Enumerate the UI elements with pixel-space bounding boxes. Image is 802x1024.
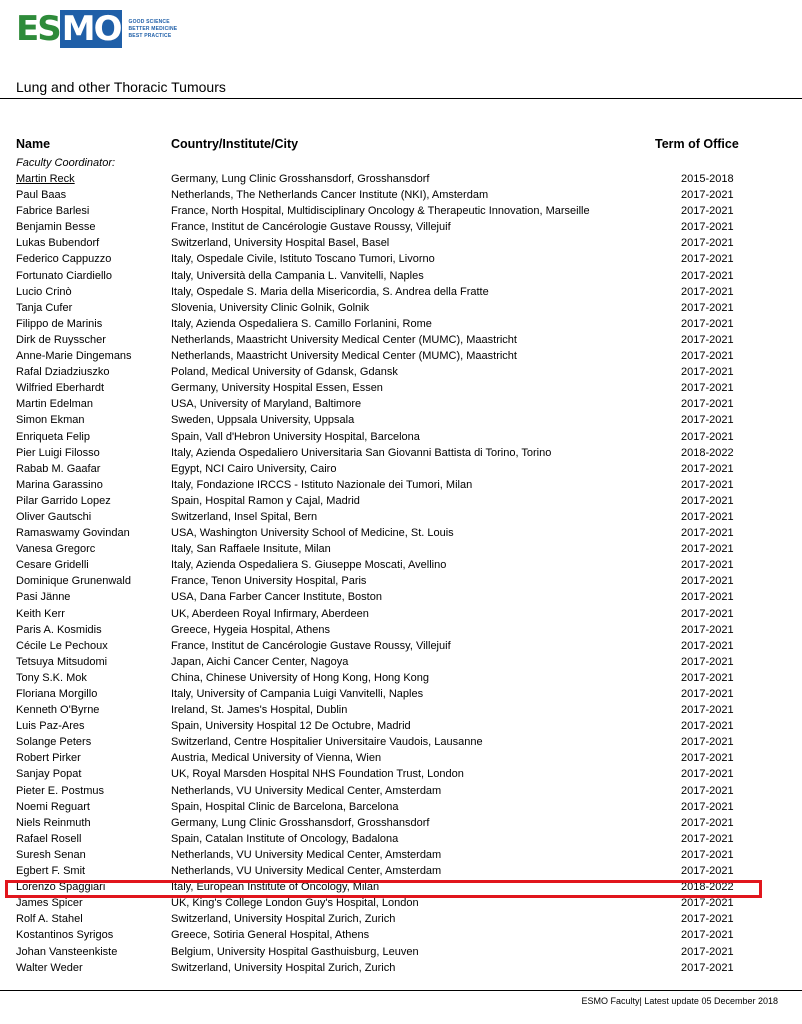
member-country-institute: Germany, Lung Clinic Grosshansdorf, Grosshansdorf [171, 173, 430, 185]
member-name: Tanja Cufer [16, 301, 73, 314]
table-row [0, 831, 802, 847]
table-row [0, 235, 802, 251]
table-row [0, 799, 802, 815]
member-country-institute: Austria, Medical University of Vienna, Wien [171, 752, 382, 765]
member-name: Tony S.K. Mok [16, 671, 87, 684]
table-row [0, 284, 802, 300]
member-name: Walter Weder [16, 961, 83, 974]
member-term: 2017-2021 [681, 237, 734, 250]
table-row [0, 300, 802, 316]
member-term: 2017-2021 [681, 768, 734, 781]
member-name: Lorenzo Spaggiari [16, 881, 106, 894]
faculty-coordinator-label: Faculty Coordinator: [16, 157, 116, 169]
table-row [0, 670, 802, 686]
member-name: Dominique Grunenwald [16, 575, 131, 588]
member-country-institute: Slovenia, University Clinic Golnik, Golnik [171, 301, 370, 314]
member-name: Anne-Marie Dingemans [16, 350, 132, 363]
member-term: 2017-2021 [681, 527, 734, 540]
table-row [0, 509, 802, 525]
member-name: Noemi Reguart [16, 800, 90, 813]
member-name: Paris A. Kosmidis [16, 623, 102, 636]
member-term: 2017-2021 [681, 285, 734, 298]
member-country-institute: Netherlands, Maastricht University Medical Center (MUMC), Maastricht [171, 350, 517, 363]
member-term: 2017-2021 [681, 800, 734, 813]
table-row [0, 396, 802, 412]
tagline-line-3: BEST PRACTICE [128, 32, 172, 39]
member-term: 2017-2021 [681, 398, 734, 411]
member-country-institute: Spain, University Hospital 12 De Octubre, Madrid [171, 720, 411, 733]
member-name: Kostantinos Syrigos [16, 929, 114, 942]
member-name: Pieter E. Postmus [16, 784, 105, 797]
table-row [0, 219, 802, 235]
table-row [0, 573, 802, 589]
member-country-institute: Switzerland, University Hospital Zurich, Zurich [171, 913, 396, 926]
table-row [0, 445, 802, 461]
member-term: 2017-2021 [681, 301, 734, 314]
member-country-institute: Italy, Ospedale Civile, Istituto Toscano Tumori, Livorno [171, 253, 435, 266]
member-name: Paul Baas [16, 189, 67, 202]
member-name: Vanesa Gregorc [16, 543, 96, 556]
member-name: Ramaswamy Govindan [16, 527, 130, 540]
member-country-institute: Greece, Sotiria General Hospital, Athens [171, 929, 370, 942]
member-country-institute: USA, Dana Farber Cancer Institute, Boston [171, 591, 382, 604]
table-row [0, 525, 802, 541]
member-country-institute: Netherlands, Maastricht University Medical Center (MUMC), Maastricht [171, 333, 517, 346]
member-name: Rolf A. Stahel [16, 913, 83, 926]
member-term: 2017-2021 [681, 897, 734, 910]
table-row [0, 927, 802, 943]
table-row [0, 638, 802, 654]
member-country-institute: Switzerland, Centre Hospitalier Universitaire Vaudois, Lausanne [171, 736, 483, 749]
table-row [0, 203, 802, 219]
member-country-institute: USA, Washington University School of Medicine, St. Louis [171, 527, 454, 540]
member-name: Kenneth O'Byrne [16, 704, 100, 717]
member-country-institute: France, Institut de Cancérologie Gustave Roussy, Villejuif [171, 221, 451, 234]
member-name: Rafael Rosell [16, 832, 82, 845]
member-country-institute: Netherlands, VU University Medical Center, Amsterdam [171, 848, 442, 861]
coordinator-name-link[interactable]: Martin Reck [16, 173, 75, 185]
faculty-table [0, 171, 802, 976]
table-row [0, 380, 802, 396]
member-country-institute: Italy, Ospedale S. Maria della Misericordia, S. Andrea della Fratte [171, 285, 489, 298]
logo-letter-s: S [37, 9, 60, 49]
member-country-institute: France, North Hospital, Multidisciplinary Oncology & Therapeutic Innovation, Marseille [171, 205, 590, 218]
esmo-logo-mark [16, 10, 122, 48]
member-term: 2017-2021 [681, 865, 734, 878]
member-country-institute: France, Institut de Cancérologie Gustave Roussy, Villejuif [171, 639, 451, 652]
member-term: 2017-2021 [681, 816, 734, 829]
member-term: 2017-2021 [681, 189, 734, 202]
member-name: Johan Vansteenkiste [16, 945, 118, 958]
member-term: 2017-2021 [681, 350, 734, 363]
member-name: Benjamin Besse [16, 221, 96, 234]
member-name: Tetsuya Mitsudomi [16, 655, 108, 668]
member-term: 2017-2021 [681, 221, 734, 234]
member-country-institute: Netherlands, VU University Medical Center, Amsterdam [171, 784, 442, 797]
member-country-institute: Poland, Medical University of Gdansk, Gdansk [171, 366, 398, 379]
member-name: Pilar Garrido Lopez [16, 494, 111, 507]
table-row [0, 268, 802, 284]
member-name: Pier Luigi Filosso [16, 446, 100, 459]
member-country-institute: Switzerland, University Hospital Basel, Basel [171, 237, 390, 250]
member-country-institute: Egypt, NCI Cairo University, Cairo [171, 462, 337, 475]
column-header-term: Term of Office [655, 137, 739, 151]
member-country-institute: Italy, Azienda Ospedaliero Universitaria San Giovanni Battista di Torino, Torino [171, 446, 552, 459]
member-term: 2017-2021 [681, 269, 734, 282]
member-term: 2017-2021 [681, 655, 734, 668]
member-country-institute: USA, University of Maryland, Baltimore [171, 398, 362, 411]
table-row [0, 477, 802, 493]
logo-letter-o: O [93, 9, 121, 49]
table-row [0, 557, 802, 573]
table-row [0, 364, 802, 380]
member-name: Dirk de Ruysscher [16, 333, 106, 346]
member-name: Lucio Crinò [16, 285, 72, 298]
member-name: Marina Garassino [16, 478, 103, 491]
column-header-country: Country/Institute/City [171, 137, 299, 151]
table-row [0, 316, 802, 332]
member-country-institute: Switzerland, University Hospital Zurich, Zurich [171, 961, 396, 974]
table-row [0, 766, 802, 782]
member-term: 2017-2021 [681, 591, 734, 604]
member-term: 2017-2021 [681, 575, 734, 588]
member-country-institute: Ireland, St. James's Hospital, Dublin [171, 704, 348, 717]
member-term: 2017-2021 [681, 333, 734, 346]
member-term: 2017-2021 [681, 543, 734, 556]
table-row [0, 332, 802, 348]
member-country-institute: Belgium, University Hospital Gasthuisburg, Leuven [171, 945, 419, 958]
member-country-institute: Spain, Catalan Institute of Oncology, Badalona [171, 832, 399, 845]
member-country-institute: Netherlands, VU University Medical Center, Amsterdam [171, 865, 442, 878]
member-term: 2017-2021 [681, 848, 734, 861]
member-term: 2017-2021 [681, 704, 734, 717]
member-term: 2017-2021 [681, 639, 734, 652]
member-country-institute: Switzerland, Insel Spital, Bern [171, 510, 318, 523]
esmo-logo [16, 10, 177, 48]
member-name: Cécile Le Pechoux [16, 639, 108, 652]
member-name: Pasi Jänne [16, 591, 71, 604]
member-term: 2017-2021 [681, 913, 734, 926]
member-term: 2017-2021 [681, 478, 734, 491]
table-row [0, 461, 802, 477]
member-name: Niels Reinmuth [16, 816, 91, 829]
member-name: Floriana Morgillo [16, 688, 98, 700]
member-country-institute: Sweden, Uppsala University, Uppsala [171, 414, 355, 427]
table-row [0, 541, 802, 557]
table-row [0, 960, 802, 976]
table-row [0, 606, 802, 622]
member-term: 2017-2021 [681, 688, 734, 700]
table-row [0, 493, 802, 509]
member-name: Enriqueta Felip [16, 430, 90, 443]
footer-text: ESMO Faculty| Latest update 05 December 2018 [581, 996, 778, 1006]
table-row [0, 750, 802, 766]
member-term: 2017-2021 [681, 623, 734, 636]
member-term: 2017-2021 [681, 720, 734, 733]
logo-tagline [128, 19, 177, 40]
member-term: 2017-2021 [681, 832, 734, 845]
member-country-institute: UK, Royal Marsden Hospital NHS Foundation Trust, London [171, 768, 464, 781]
member-term: 2017-2021 [681, 494, 734, 507]
member-country-institute: Italy, Università della Campania L. Vanvitelli, Naples [171, 269, 424, 282]
member-name: Martin Edelman [16, 398, 94, 411]
highlight-box [5, 880, 762, 898]
member-country-institute: Italy, San Raffaele Insitute, Milan [171, 543, 331, 556]
member-term: 2017-2021 [681, 462, 734, 475]
member-country-institute: France, Tenon University Hospital, Paris [171, 575, 367, 588]
member-name: Egbert F. Smit [16, 865, 86, 878]
member-term: 2017-2021 [681, 414, 734, 427]
member-name: Fortunato Ciardiello [16, 269, 112, 282]
member-term: 2017-2021 [681, 671, 734, 684]
table-row [0, 847, 802, 863]
member-country-institute: Greece, Hygeia Hospital, Athens [171, 623, 330, 636]
member-name: Solange Peters [16, 736, 92, 749]
member-name: Wilfried Eberhardt [16, 382, 105, 395]
table-row [0, 863, 802, 879]
member-term: 2017-2021 [681, 752, 734, 765]
member-country-institute: Spain, Hospital Clinic de Barcelona, Barcelona [171, 800, 399, 813]
member-country-institute: Italy, European Institute of Oncology, Milan [171, 881, 380, 894]
title-divider [0, 98, 802, 99]
member-country-institute: Germany, Lung Clinic Grosshansdorf, Grosshansdorf [171, 816, 430, 829]
member-term: 2017-2021 [681, 961, 734, 974]
member-country-institute: Italy, Azienda Ospedaliera S. Camillo Forlanini, Rome [171, 317, 432, 330]
column-header-name: Name [16, 137, 51, 151]
member-country-institute: Spain, Hospital Ramon y Cajal, Madrid [171, 494, 360, 507]
member-name: Robert Pirker [16, 752, 81, 765]
table-row [0, 251, 802, 267]
member-term: 2018-2022 [681, 446, 734, 459]
member-name: Simon Ekman [16, 414, 85, 427]
member-name: Keith Kerr [16, 607, 65, 620]
table-row [0, 686, 802, 702]
table-row [0, 654, 802, 670]
member-term: 2017-2021 [681, 382, 734, 395]
member-term: 2017-2021 [681, 205, 734, 218]
member-name: Oliver Gautschi [16, 510, 92, 523]
member-country-institute: Germany, University Hospital Essen, Essen [171, 382, 383, 395]
member-term: 2017-2021 [681, 929, 734, 942]
member-name: Cesare Gridelli [16, 559, 89, 572]
member-country-institute: UK, King's College London Guy's Hospital, London [171, 897, 419, 910]
member-country-institute: China, Chinese University of Hong Kong, Hong Kong [171, 671, 430, 684]
member-term: 2017-2021 [681, 559, 734, 572]
table-row [0, 412, 802, 428]
table-row [0, 589, 802, 605]
logo-box-mo [60, 10, 123, 48]
member-country-institute: Spain, Vall d'Hebron University Hospital, Barcelona [171, 430, 420, 443]
table-row [0, 348, 802, 364]
table-row [0, 171, 802, 187]
tagline-line-1: GOOD SCIENCE [128, 18, 170, 25]
member-country-institute: Italy, University of Campania Luigi Vanvitelli, Naples [171, 688, 424, 700]
table-row [0, 718, 802, 734]
table-row [0, 815, 802, 831]
table-row [0, 702, 802, 718]
member-country-institute: Netherlands, The Netherlands Cancer Institute (NKI), Amsterdam [171, 189, 489, 202]
table-row [0, 187, 802, 203]
member-country-institute: Italy, Azienda Ospedaliera S. Giuseppe Moscati, Avellino [171, 559, 447, 572]
member-country-institute: Italy, Fondazione IRCCS - Istituto Nazionale dei Tumori, Milan [171, 478, 473, 491]
member-term: 2018-2022 [681, 881, 734, 894]
member-name: Fabrice Barlesi [16, 205, 90, 218]
member-term: 2017-2021 [681, 253, 734, 266]
member-country-institute: Japan, Aichi Cancer Center, Nagoya [171, 655, 349, 668]
table-row [0, 734, 802, 750]
member-term: 2017-2021 [681, 607, 734, 620]
member-name: Filippo de Marinis [16, 317, 103, 330]
table-row [0, 622, 802, 638]
member-name: James Spicer [16, 897, 83, 910]
page-title: Lung and other Thoracic Tumours [16, 79, 226, 95]
member-term: 2017-2021 [681, 510, 734, 523]
member-term: 2017-2021 [681, 366, 734, 379]
footer-divider [0, 990, 802, 991]
member-term: 2017-2021 [681, 736, 734, 749]
member-name: Lukas Bubendorf [16, 237, 100, 250]
table-row [0, 783, 802, 799]
member-name: Rabab M. Gaafar [16, 462, 101, 475]
member-term: 2017-2021 [681, 430, 734, 443]
member-name: Suresh Senan [16, 848, 86, 861]
logo-letter-m: M [61, 9, 94, 49]
member-term: 2017-2021 [681, 784, 734, 797]
member-name: Rafal Dziadziuszko [16, 366, 110, 379]
logo-letter-e: E [16, 9, 38, 49]
table-row [0, 429, 802, 445]
table-row [0, 911, 802, 927]
member-country-institute: UK, Aberdeen Royal Infirmary, Aberdeen [171, 607, 369, 620]
table-row [0, 944, 802, 960]
member-name: Federico Cappuzzo [16, 253, 112, 266]
member-term: 2015-2018 [681, 173, 734, 185]
member-term: 2017-2021 [681, 317, 734, 330]
member-name: Luis Paz-Ares [16, 720, 85, 733]
tagline-line-2: BETTER MEDICINE [128, 25, 178, 32]
member-name: Sanjay Popat [16, 768, 82, 781]
member-term: 2017-2021 [681, 945, 734, 958]
